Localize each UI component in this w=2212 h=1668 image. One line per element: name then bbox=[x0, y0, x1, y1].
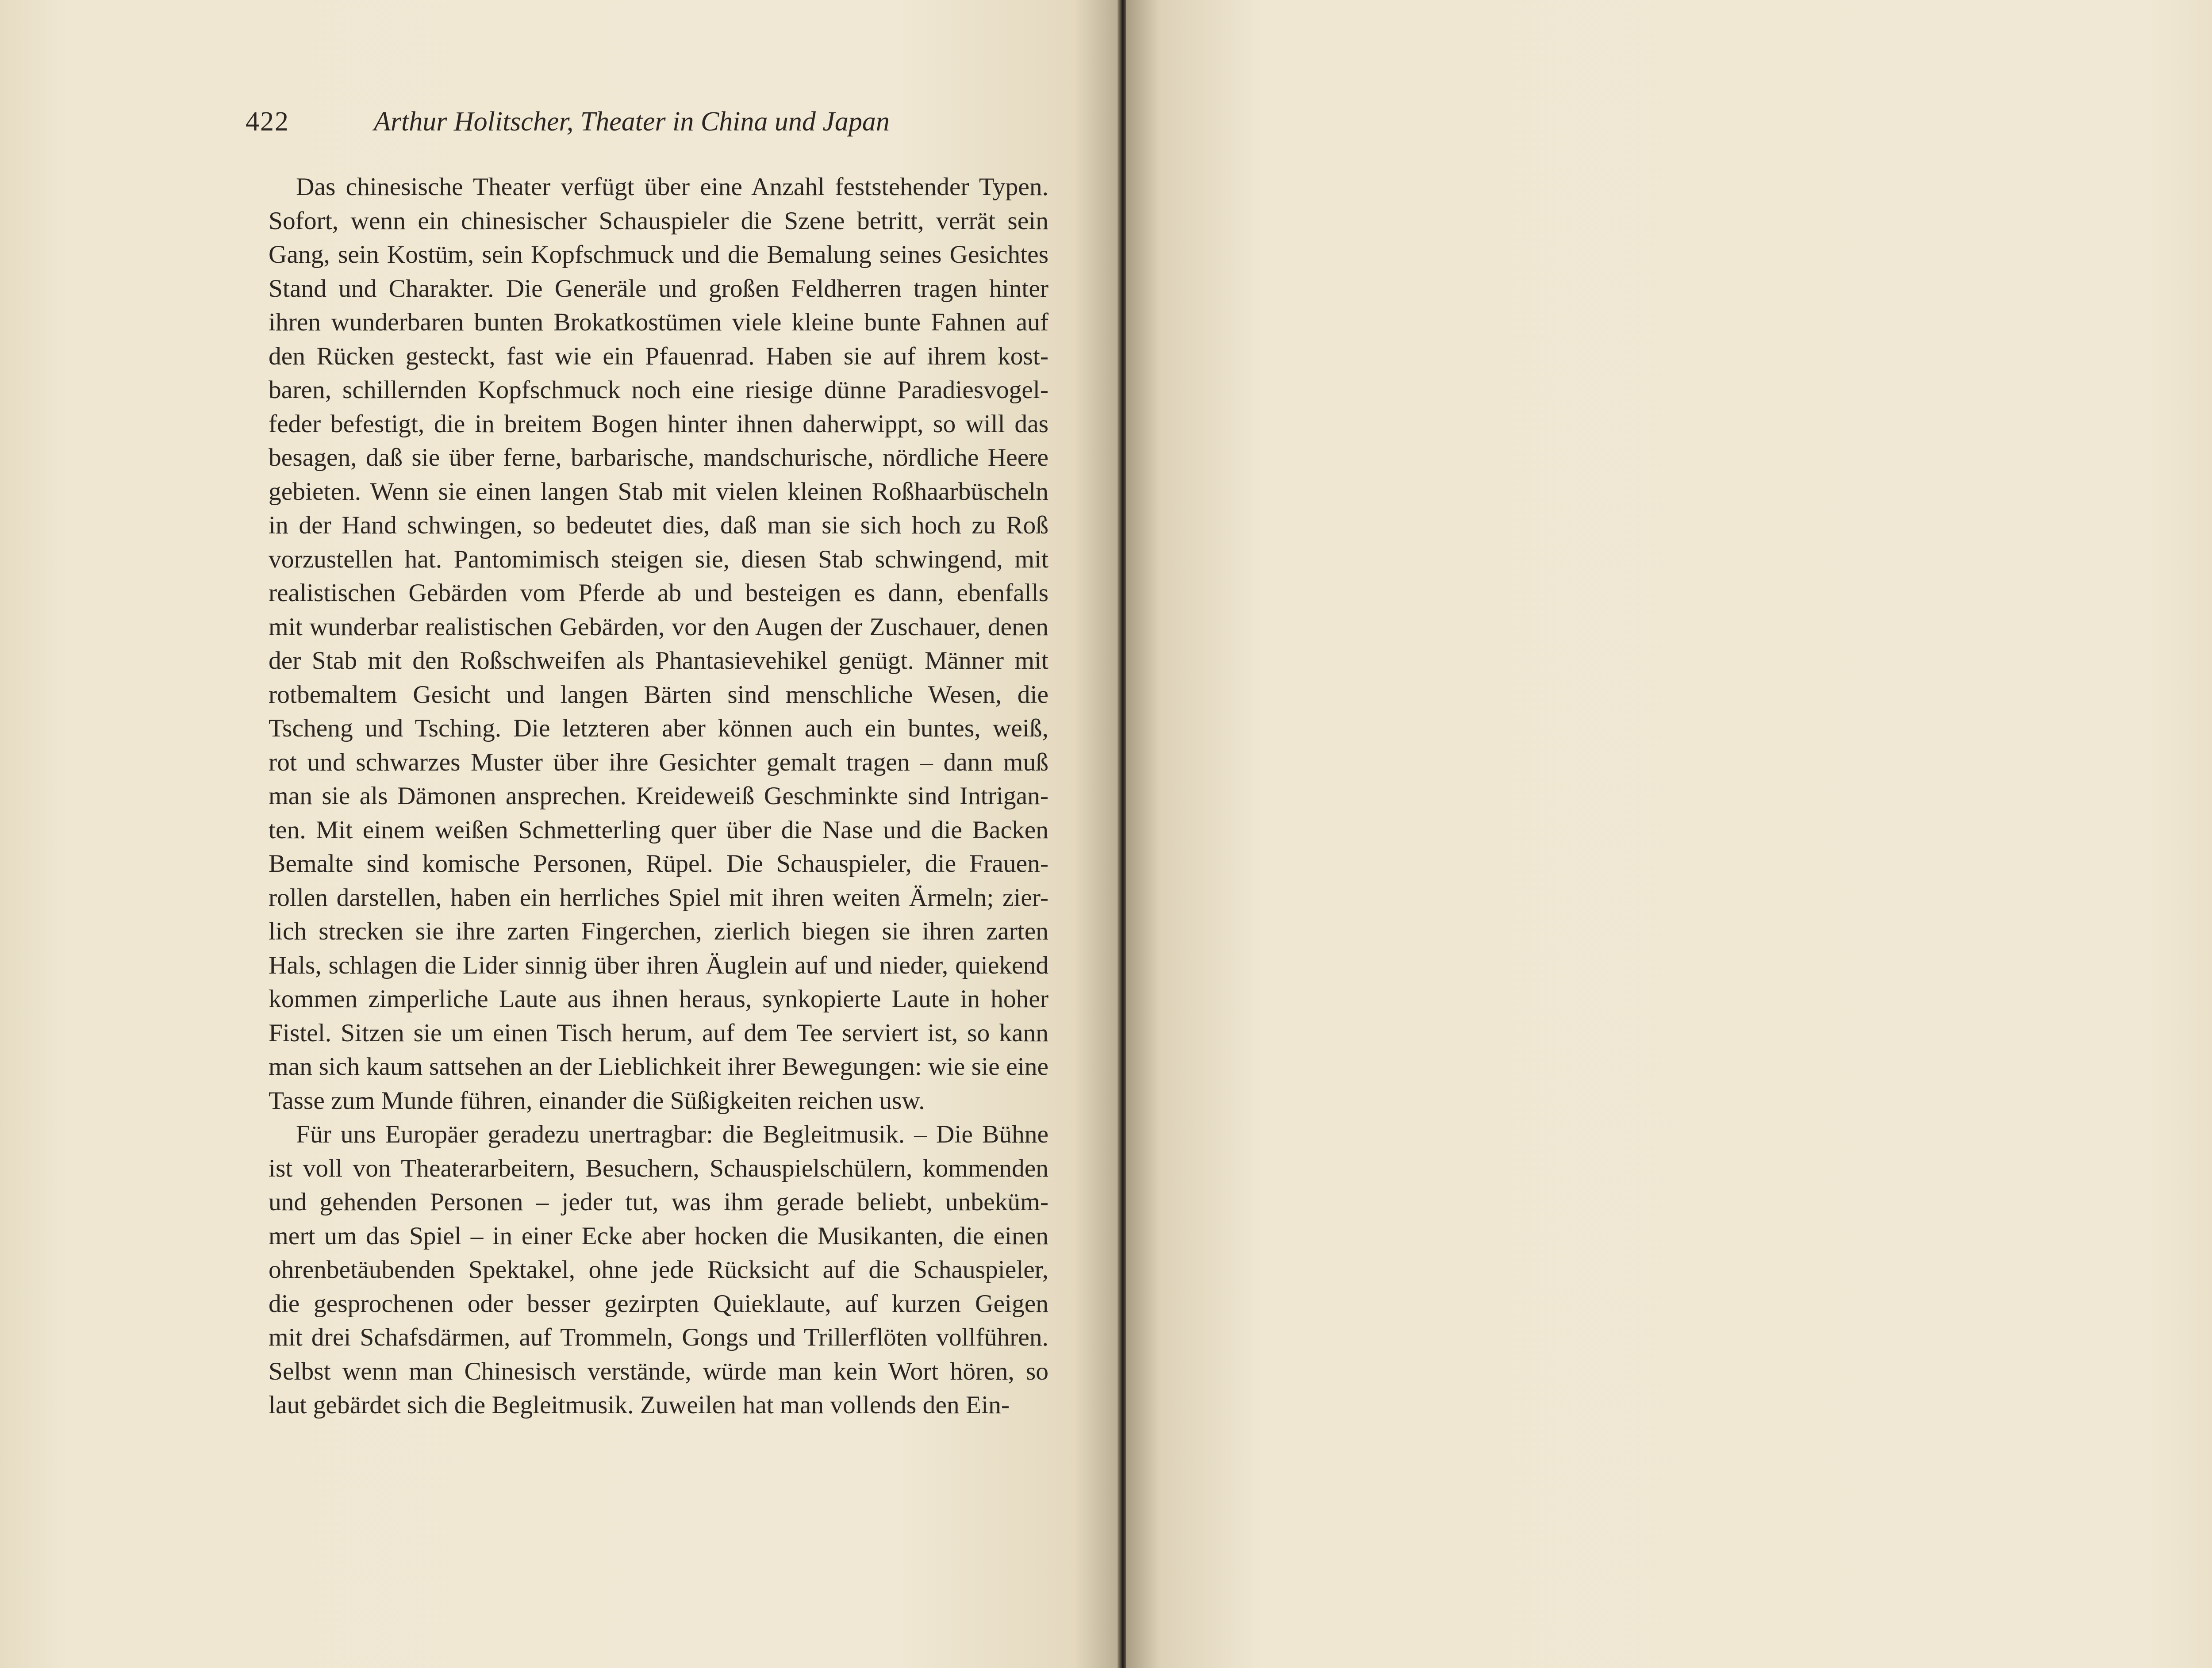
text-line: Das chinesische Theater verfügt über eine Anzahl feststehender Typen. bbox=[296, 173, 1048, 201]
text-line: und gehenden Personen – jeder tut, was ihm gerade beliebt, unbeküm- bbox=[269, 1188, 1048, 1216]
text-line: rotbemaltem Gesicht und langen Bärten sind menschliche Wesen, die bbox=[269, 680, 1048, 709]
text-line: in der Hand schwingen, so bedeutet dies, daß man sie sich hoch zu Roß bbox=[269, 511, 1048, 539]
text-line: die gesprochenen oder besser gezirpten Quieklaute, auf kurzen Geigen bbox=[269, 1289, 1048, 1318]
text-line: mit wunderbar realistischen Gebärden, vor den Augen der Zuschauer, denen bbox=[269, 613, 1048, 641]
text-line: man sie als Dämonen ansprechen. Kreideweiß Geschminkte sind Intrigan- bbox=[269, 782, 1048, 810]
text-line: Fistel. Sitzen sie um einen Tisch herum, auf dem Tee serviert ist, so kann bbox=[269, 1019, 1048, 1047]
text-line: mit drei Schafsdärmen, auf Trommeln, Gongs und Trillerflöten vollführen. bbox=[269, 1323, 1048, 1351]
text-line: besagen, daß sie über ferne, barbarische, mandschurische, nördliche Heere bbox=[269, 444, 1048, 472]
text-line: Gang, sein Kostüm, sein Kopfschmuck und die Bemalung seines Gesichtes bbox=[269, 241, 1048, 268]
text-line: rollen darstellen, haben ein herrliches Spiel mit ihren weiten Ärmeln; zier- bbox=[269, 883, 1048, 912]
right-page bbox=[1126, 0, 2212, 1668]
text-line: laut gebärdet sich die Begleitmusik. Zuweilen hat man vollends den Ein- bbox=[269, 1391, 1010, 1419]
text-line: baren, schillernden Kopfschmuck noch eine riesige dünne Paradiesvogel- bbox=[269, 376, 1048, 404]
text-line: kommen zimperliche Laute aus ihnen heraus, synkopierte Laute in hoher bbox=[269, 985, 1048, 1013]
text-line: ist voll von Theaterarbeitern, Besuchern, Schauspielschülern, kommenden bbox=[269, 1154, 1048, 1182]
text-line: lich strecken sie ihre zarten Fingerchen, zierlich biegen sie ihren zarten bbox=[269, 917, 1048, 945]
text-line: rot und schwarzes Muster über ihre Gesichter gemalt tragen – dann muß bbox=[269, 748, 1048, 776]
left-text-block bbox=[241, 170, 1048, 1423]
text-line: mert um das Spiel – in einer Ecke aber hocken die Musikanten, die einen bbox=[269, 1222, 1048, 1250]
text-line: ten. Mit einem weißen Schmetterling quer über die Nase und die Backen bbox=[269, 816, 1048, 844]
text-line: ohrenbetäubenden Spektakel, ohne jede Rücksicht auf die Schauspieler, bbox=[269, 1256, 1048, 1284]
text-line: Tscheng und Tsching. Die letzteren aber können auch ein buntes, weiß, bbox=[269, 714, 1048, 742]
text-line: Tasse zum Munde führen, einander die Süßigkeiten reichen usw. bbox=[269, 1086, 925, 1115]
left-page-number: 422 bbox=[246, 107, 289, 137]
text-line: Für uns Europäer geradezu unertragbar: die Begleitmusik. – Die Bühne bbox=[296, 1120, 1048, 1148]
text-line: Bemalte sind komische Personen, Rüpel. Die Schauspieler, die Frauen- bbox=[269, 850, 1048, 878]
text-line: Hals, schlagen die Lider sinnig über ihren Äuglein auf und nieder, quiekend bbox=[269, 951, 1048, 979]
paragraph bbox=[241, 1118, 1048, 1423]
text-line: vorzustellen hat. Pantomimisch steigen sie, diesen Stab schwingend, mit bbox=[269, 545, 1048, 573]
text-line: ihren wunderbaren bunten Brokatkostümen viele kleine bunte Fahnen auf bbox=[269, 308, 1048, 336]
text-line: Stand und Charakter. Die Generäle und großen Feldherren tragen hinter bbox=[269, 274, 1048, 303]
paragraph bbox=[241, 170, 1048, 1118]
text-line: man sich kaum sattsehen an der Lieblichkeit ihrer Bewegungen: wie sie eine bbox=[269, 1053, 1048, 1081]
text-line: den Rücken gesteckt, fast wie ein Pfauenrad. Haben sie auf ihrem kost- bbox=[269, 342, 1048, 370]
text-line: gebieten. Wenn sie einen langen Stab mit vielen kleinen Roßhaarbüscheln bbox=[269, 477, 1048, 506]
left-running-title: Arthur Holitscher, Theater in China und Japan bbox=[374, 107, 890, 137]
text-line: feder befestigt, die in breitem Bogen hinter ihnen daherwippt, so will das bbox=[269, 410, 1048, 438]
text-line: Sofort, wenn ein chinesischer Schauspieler die Szene betritt, verrät sein bbox=[269, 207, 1048, 235]
text-line: der Stab mit den Roßschweifen als Phantasievehikel genügt. Männer mit bbox=[269, 647, 1048, 675]
text-line: Selbst wenn man Chinesisch verstände, würde man kein Wort hören, so bbox=[269, 1357, 1048, 1385]
text-line: realistischen Gebärden vom Pferde ab und besteigen es dann, ebenfalls bbox=[269, 579, 1048, 607]
